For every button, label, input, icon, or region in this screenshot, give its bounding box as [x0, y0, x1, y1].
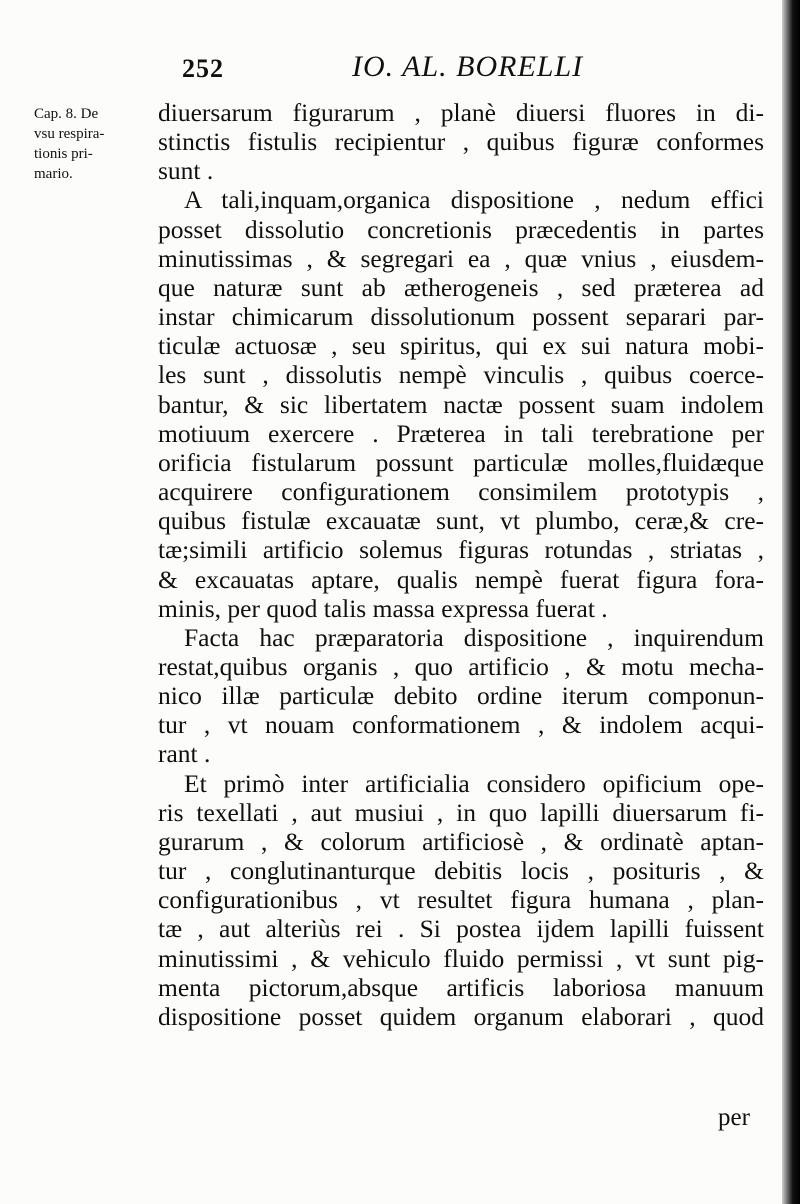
- text-line: acquirere configurationem consimilem prototypis ,: [158, 477, 764, 507]
- margin-note-line: Cap. 8. De: [34, 106, 99, 122]
- text-line: Facta hac præparatoria dispositione , inquirendum: [184, 622, 764, 652]
- text-line: minutissimi , & vehiculo fluido permissi , vt sunt pig-: [158, 943, 764, 973]
- text-line: gurarum , & colorum artificiosè , & ordinatè aptan-: [158, 826, 764, 856]
- body-text: [158, 98, 764, 1031]
- text-line: tæ , aut alteriùs rei . Si postea ijdem lapilli fuissent: [158, 914, 764, 944]
- text-line: tur , conglutinanturque debitis locis , posituris , &: [158, 856, 764, 886]
- running-head: IO. AL. BORELLI: [352, 50, 584, 83]
- text-line: ris texellati , aut musiui , in quo lapilli diuersarum fi-: [158, 797, 764, 827]
- text-line: sunt .: [158, 156, 214, 186]
- text-line: tæ;simili artificio solemus figuras rotundas , striatas ,: [158, 535, 764, 565]
- text-line: tur , vt nouam conformationem , & indolem acqui-: [158, 710, 764, 740]
- text-line: menta pictorum,absque artificis laboriosa manuum: [158, 972, 764, 1002]
- text-line: que naturæ sunt ab ætherogeneis , sed præterea ad: [158, 272, 764, 302]
- margin-note-line: tionis pri-: [34, 146, 93, 162]
- text-line: dispositione posset quidem organum elaborari , quod: [158, 1001, 764, 1031]
- text-line: instar chimicarum dissolutionum possent separari par-: [158, 302, 764, 332]
- text-line: Et primò inter artificialia considero opificium ope-: [184, 768, 764, 798]
- text-line: A tali,inquam,organica dispositione , nedum effici: [184, 185, 764, 215]
- text-line: motiuum exercere . Præterea in tali terebratione per: [158, 418, 764, 448]
- text-line: nico illæ particulæ debito ordine iterum componun-: [158, 681, 764, 711]
- text-line: diuersarum figurarum , planè diuersi fluores in di-: [158, 98, 764, 127]
- text-line: minutissimas , & segregari ea , quæ vnius , eiusdem-: [158, 243, 764, 273]
- margin-note-line: mario.: [34, 166, 73, 182]
- text-line: orificia fistularum possunt particulæ molles,fluidæque: [158, 447, 764, 477]
- text-line: rant .: [158, 739, 211, 769]
- text-line: minis, per quod talis massa expressa fuerat .: [158, 593, 608, 623]
- catchword: per: [718, 1104, 750, 1131]
- text-line: les sunt , dissolutis nempè vinculis , quibus coerce-: [158, 360, 764, 390]
- margin-note-line: vsu respira-: [34, 126, 105, 142]
- text-line: ticulæ actuosæ , seu spiritus, qui ex sui natura mobi-: [158, 331, 764, 361]
- text-line: bantur, & sic libertatem nactæ possent suam indolem: [158, 389, 764, 419]
- text-line: quibus fistulæ excauatæ sunt, vt plumbo, ceræ,& cre-: [158, 506, 764, 536]
- page-header: [0, 50, 800, 90]
- text-line: posset dissolutio concretionis præcedentis in partes: [158, 214, 764, 244]
- page-number: 252: [182, 54, 224, 83]
- margin-note: [34, 104, 146, 184]
- text-line: stinctis fistulis recipientur , quibus figuræ conformes: [158, 127, 764, 157]
- text-line: & excauatas aptare, qualis nempè fuerat figura fora-: [158, 564, 764, 594]
- page-edge-shadow: [782, 0, 800, 1204]
- text-line: restat,quibus organis , quo artificio , & motu mecha-: [158, 651, 764, 681]
- text-line: configurationibus , vt resultet figura humana , plan-: [158, 885, 764, 915]
